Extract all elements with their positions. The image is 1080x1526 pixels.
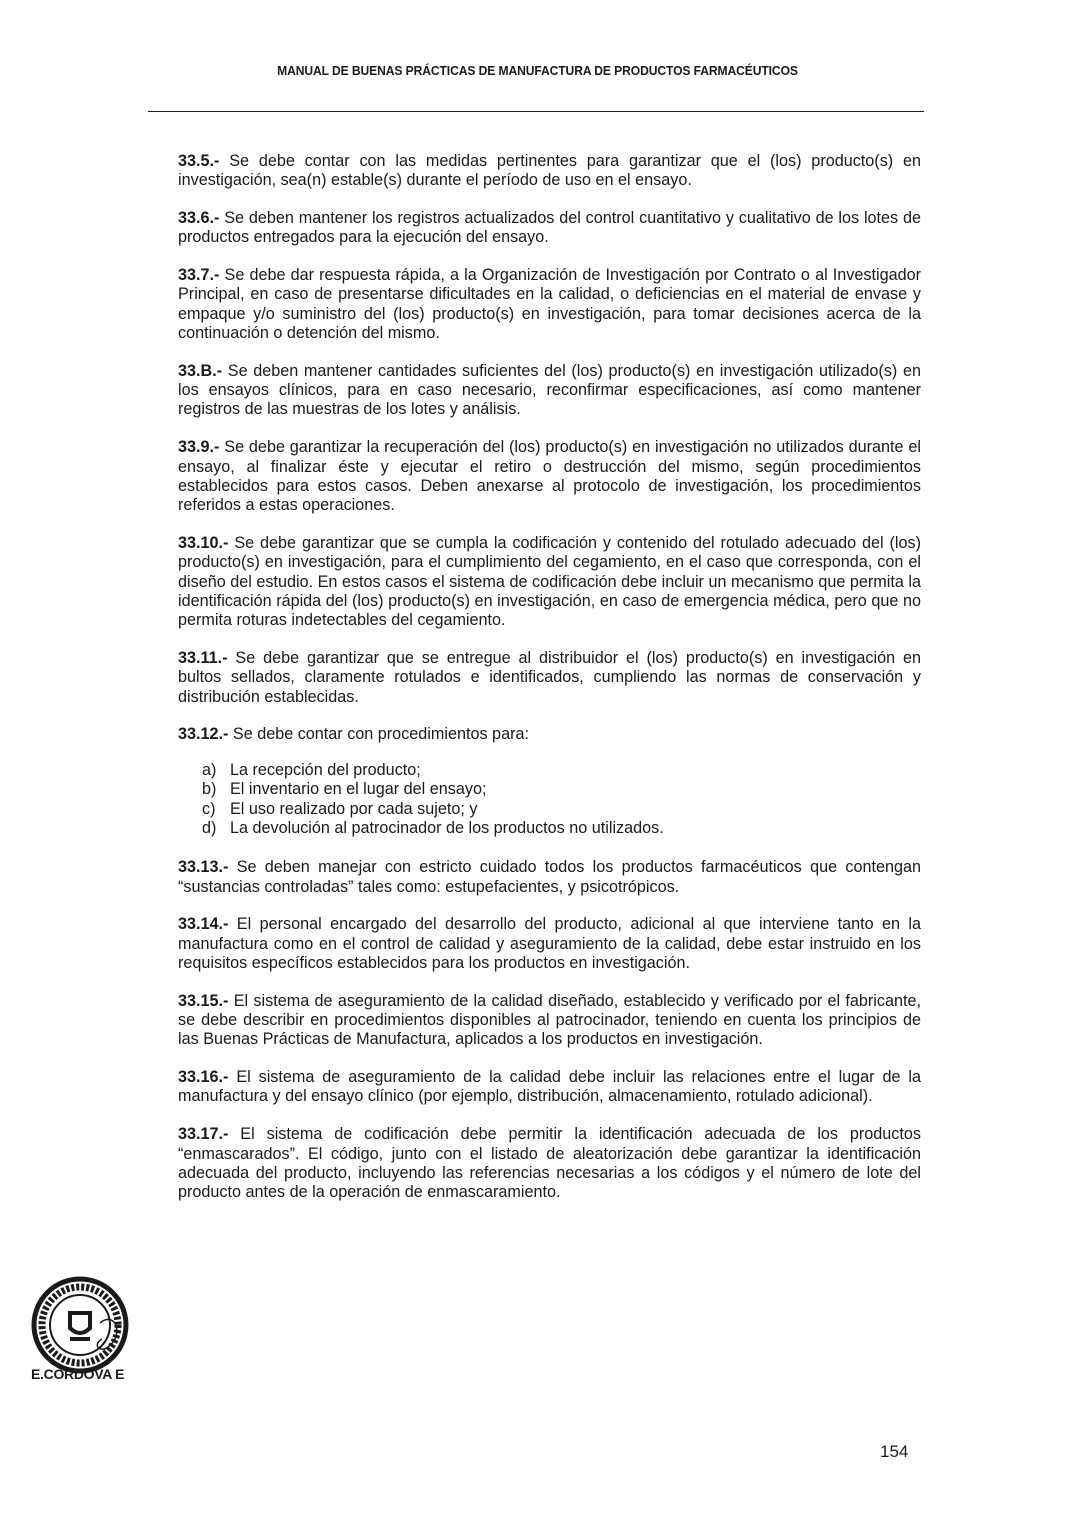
list-letter: d)	[202, 819, 217, 838]
section-number: 33.9.-	[178, 438, 220, 457]
document-body	[178, 152, 921, 1221]
list-item	[202, 780, 921, 799]
section-number: 33.10.-	[178, 533, 229, 552]
section-33-15	[178, 992, 921, 1050]
section-33-12	[178, 725, 921, 744]
section-text: Se deben mantener cantidades suficientes del (los) producto(s) en investigación utilizado(s) en los ensayos clínicos, para en caso necesario, reconfirmar especificaciones, así como mantener registros de las muestras de los lotes y análisis.	[178, 361, 921, 419]
section-text: El sistema de aseguramiento de la calidad diseñado, establecido y verificado por el fabricante, se debe describir en procedimientos disponibles al patrocinador, teniendo en cuenta los principios de las Buenas Prácticas de Manufactura, aplicados a los productos en investigación.	[178, 991, 921, 1049]
list-text: La recepción del producto;	[230, 761, 421, 780]
section-number: 33.14.-	[178, 915, 229, 934]
list-item	[202, 800, 921, 819]
section-text: Se deben mantener los registros actualizados del control cuantitativo y cualitativo de los lotes de productos entregados para la ejecución del ensayo.	[178, 209, 921, 247]
section-33-5	[178, 152, 921, 191]
document-header	[177, 63, 898, 78]
list-letter: a)	[202, 761, 217, 780]
list-text: El uso realizado por cada sujeto; y	[230, 799, 478, 818]
section-33-14	[178, 915, 921, 973]
header-title: MANUAL DE BUENAS PRÁCTICAS DE MANUFACTURA DE PRODUCTOS FARMACÉUTICOS	[277, 63, 798, 78]
list-letter: b)	[202, 780, 217, 799]
list-letter: c)	[202, 799, 216, 818]
section-33-10	[178, 534, 921, 630]
section-text: Se debe garantizar que se cumpla la codificación y contenido del rotulado adecuado del (los) producto(s) en investigación, para el cumplimiento del cegamiento, en el caso que corresponda, con el diseño del estudio. En estos casos el sistema de codificación debe incluir un mecanismo que permita la identificación rápida del (los) producto(s) en investigación, en caso de emergencia médica, pero que no permita roturas indetectables del cegamiento.	[178, 533, 921, 630]
signature-name: E.CÓRDOVA E	[31, 1366, 125, 1382]
seal-emblem-detail	[72, 1315, 88, 1331]
section-number: 33.12.-	[178, 725, 229, 744]
section-text: El sistema de codificación debe permitir la identificación adecuada de los productos “enmascarados”. El código, junto con el listado de aleatorización debe garantizar la identificación adecuada del producto, incluyendo las referencias necesarias a los códigos y el número de lote del producto antes de la operación de enmascaramiento.	[178, 1125, 921, 1202]
section-33-17	[178, 1125, 921, 1202]
section-number: 33.7.-	[178, 266, 220, 285]
section-text: Se debe garantizar la recuperación del (los) producto(s) en investigación no utilizados durante el ensayo, al finalizar éste y ejecutar el retiro o destrucción del mismo, según procedimientos establecidos para estos casos. Deben anexarse al protocolo de investigación, los procedimientos referidos a estas operaciones.	[178, 438, 921, 515]
list-item	[202, 819, 921, 838]
header-rule	[148, 111, 924, 112]
section-33-16	[178, 1068, 921, 1107]
section-text: Se debe contar con procedimientos para:	[228, 725, 529, 744]
section-33-11	[178, 649, 921, 707]
section-number: 33.16.-	[178, 1068, 229, 1087]
list-text: El inventario en el lugar del ensayo;	[230, 780, 487, 799]
section-33-13	[178, 858, 921, 897]
section-number: 33.15.-	[178, 991, 229, 1010]
section-text: Se debe dar respuesta rápida, a la Organización de Investigación por Contrato o al Investigador Principal, en caso de presentarse dificultades en la calidad, o deficiencias en el material de envase y empaque y/o suministro del (los) producto(s) en investigación, para tomar decisiones acerca de la continuación o detención del mismo.	[178, 266, 921, 343]
list-text: La devolución al patrocinador de los productos no utilizados.	[230, 819, 664, 838]
procedures-list	[202, 761, 921, 838]
section-33-7	[178, 266, 921, 343]
section-text: El personal encargado del desarrollo del producto, adicional al que interviene tanto en la manufactura como en el control de calidad y aseguramiento de la calidad, debe estar instruido en los requisitos específicos establecidos para los productos en investigación.	[178, 915, 921, 972]
section-number: 33.17.-	[178, 1125, 229, 1144]
section-33-8	[178, 362, 921, 420]
section-text: Se debe garantizar que se entregue al distribuidor el (los) producto(s) en investigación en bultos sellados, claramente rotulados e identificados, cumpliendo las normas de conservación y distribución establecidas.	[178, 648, 921, 706]
seal-emblem-base	[70, 1337, 90, 1341]
official-seal-icon	[30, 1275, 130, 1375]
section-text: Se debe contar con las medidas pertinentes para garantizar que el (los) producto(s) en investigación, sea(n) estable(s) durante el período de uso en el ensayo.	[178, 152, 921, 190]
section-number: 33.B.-	[178, 361, 223, 380]
section-text: Se deben manejar con estricto cuidado todos los productos farmacéuticos que contengan “sustancias controladas” tales como: estupefacientes, y psicotrópicos.	[178, 858, 921, 896]
section-number: 33.11.-	[178, 648, 228, 667]
section-number: 33.5.-	[178, 152, 220, 170]
section-number: 33.6.-	[178, 209, 220, 228]
list-item	[202, 761, 921, 780]
section-33-9	[178, 438, 921, 515]
section-33-6	[178, 209, 921, 248]
section-text: El sistema de aseguramiento de la calidad debe incluir las relaciones entre el lugar de la manufactura y del ensayo clínico (por ejemplo, distribución, almacenamiento, rotulado adicional).	[178, 1068, 921, 1106]
section-number: 33.13.-	[178, 858, 229, 877]
page-number: 154	[880, 1442, 909, 1461]
